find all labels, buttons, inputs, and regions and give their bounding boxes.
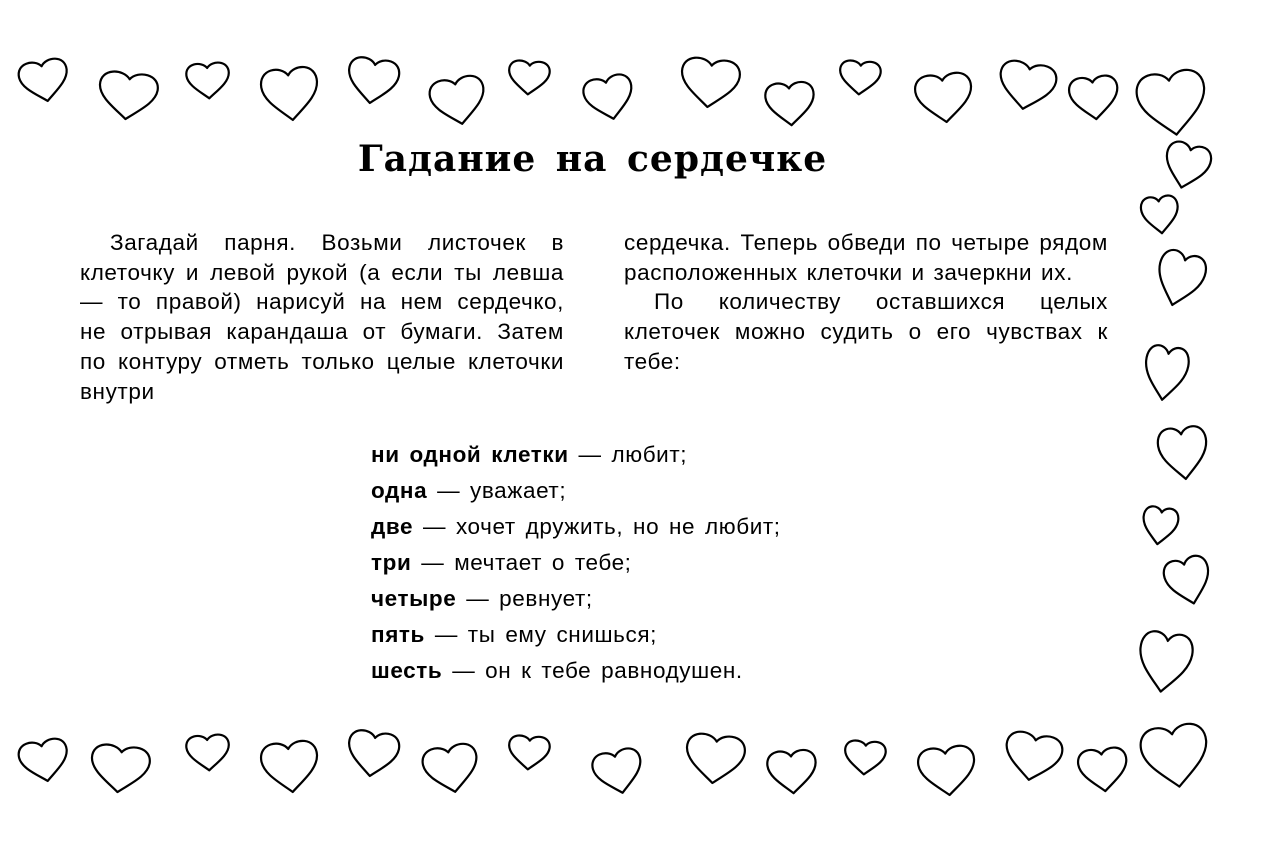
result-item xyxy=(371,475,781,511)
heart-icon xyxy=(508,735,551,771)
heart-icon xyxy=(844,740,887,776)
heart-icon xyxy=(1140,505,1180,546)
heart-outline xyxy=(1141,344,1191,403)
heart-outline xyxy=(844,740,887,776)
heart-icon xyxy=(917,744,978,798)
heart-icon xyxy=(508,60,551,96)
heart-icon xyxy=(590,746,646,798)
result-meaning: — ревнует; xyxy=(456,586,593,611)
heart-icon xyxy=(260,66,321,123)
heart-outline xyxy=(421,742,482,797)
heart-outline xyxy=(1001,729,1064,784)
result-item xyxy=(371,511,781,547)
heart-outline xyxy=(995,58,1058,113)
heart-icon xyxy=(260,739,321,794)
heart-outline xyxy=(1134,68,1210,140)
heart-icon xyxy=(766,749,817,795)
heart-outline xyxy=(428,74,489,129)
heart-outline xyxy=(914,71,975,125)
heart-icon xyxy=(17,57,72,105)
heart-outline xyxy=(345,56,401,107)
result-key: шесть xyxy=(371,658,443,683)
heart-icon xyxy=(1001,729,1064,784)
heart-icon xyxy=(186,62,231,100)
result-key: пять xyxy=(371,622,425,647)
result-item xyxy=(371,583,781,619)
heart-icon xyxy=(1161,553,1215,609)
heart-outline xyxy=(764,81,815,127)
heart-outline xyxy=(1135,629,1195,695)
heart-icon xyxy=(17,737,72,785)
heart-icon xyxy=(1138,722,1212,792)
heart-icon xyxy=(428,74,489,129)
result-meaning: — мечтает о тебе; xyxy=(411,550,632,575)
heart-outline xyxy=(260,739,321,794)
heart-outline xyxy=(17,57,72,105)
heart-icon xyxy=(679,56,742,110)
heart-outline xyxy=(508,735,551,771)
heart-outline xyxy=(260,66,321,123)
result-item xyxy=(371,619,781,655)
heart-icon xyxy=(97,70,160,122)
heart-outline xyxy=(1077,746,1130,793)
heart-outline xyxy=(839,60,882,96)
text-column-right xyxy=(624,228,1108,377)
result-item xyxy=(371,655,781,691)
result-key: ни одной клетки xyxy=(371,442,569,467)
paragraph-instructions-3: По количеству оставшихся целых клеточек можно судить о его чувствах к тебе: xyxy=(624,289,1108,374)
heart-icon xyxy=(345,56,401,107)
text-column-left xyxy=(80,228,564,406)
result-meaning: — хочет дружить, но не любит; xyxy=(413,514,781,539)
heart-outline xyxy=(1156,425,1209,481)
result-key: две xyxy=(371,514,414,539)
heart-outline xyxy=(186,734,231,772)
heart-outline xyxy=(1161,553,1215,609)
heart-icon xyxy=(1077,746,1130,793)
heart-outline xyxy=(581,72,637,124)
heart-outline xyxy=(917,744,978,798)
heart-outline xyxy=(89,743,152,795)
heart-outline xyxy=(97,70,160,122)
heart-icon xyxy=(421,742,482,797)
heart-outline xyxy=(1140,505,1180,546)
result-item xyxy=(371,547,781,583)
heart-icon xyxy=(839,60,882,96)
result-key: одна xyxy=(371,478,428,503)
heart-icon xyxy=(581,72,637,124)
heart-icon xyxy=(1135,629,1195,695)
heart-outline xyxy=(766,749,817,795)
heart-icon xyxy=(1068,74,1121,121)
heart-icon xyxy=(345,729,401,780)
page-title: Гадание на сердечке xyxy=(357,138,828,180)
heart-icon xyxy=(1150,247,1209,311)
heart-icon xyxy=(1141,344,1191,403)
heart-outline xyxy=(1138,722,1212,792)
heart-icon xyxy=(995,58,1058,113)
heart-outline xyxy=(1150,247,1209,311)
heart-outline xyxy=(508,60,551,96)
result-key: три xyxy=(371,550,412,575)
result-meaning: — ты ему снишься; xyxy=(424,622,657,647)
heart-outline xyxy=(684,732,747,786)
heart-outline xyxy=(679,56,742,110)
results-list xyxy=(371,439,781,691)
result-key: четыре xyxy=(371,586,457,611)
heart-icon xyxy=(89,743,152,795)
heart-outline xyxy=(345,729,401,780)
heart-outline xyxy=(17,737,72,785)
heart-icon xyxy=(1134,68,1210,140)
result-meaning: — уважает; xyxy=(427,478,567,503)
heart-icon xyxy=(914,71,975,125)
heart-icon xyxy=(186,734,231,772)
heart-outline xyxy=(590,746,646,798)
heart-icon xyxy=(764,81,815,127)
heart-icon xyxy=(1140,195,1180,236)
heart-icon xyxy=(684,732,747,786)
heart-outline xyxy=(1068,74,1121,121)
heart-outline xyxy=(1140,195,1180,236)
heart-outline xyxy=(186,62,231,100)
result-meaning: — он к тебе равнодушен. xyxy=(442,658,743,683)
heart-icon xyxy=(1156,425,1209,481)
result-item xyxy=(371,439,781,475)
paragraph-instructions-2: сердечка. Теперь обведи по четыре рядом расположенных клеточки и зачеркни их. xyxy=(624,230,1108,285)
paragraph-instructions-1: Загадай парня. Возьми листочек в клеточку и левой рукой (а если ты левша — то правой) нарисуй на нем сердечко, не отрывая карандаша от бумаги. Затем по контуру отметь только целые клеточки внутри xyxy=(80,230,564,404)
result-meaning: — любит; xyxy=(568,442,688,467)
